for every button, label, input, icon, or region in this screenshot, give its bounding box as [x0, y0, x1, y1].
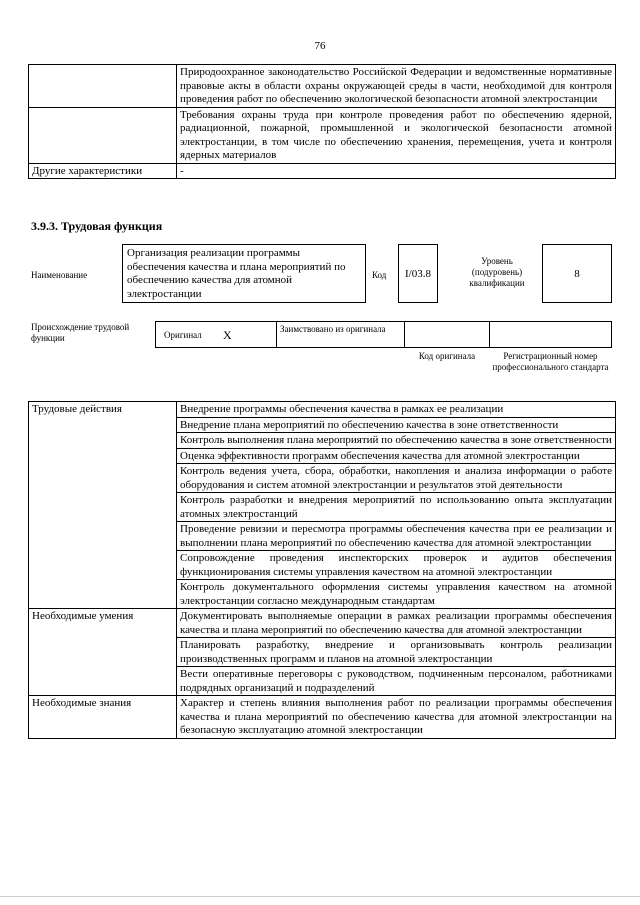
original-cell [155, 321, 277, 348]
original-code-caption: Код оригинала [418, 351, 476, 361]
function-code-box [398, 244, 438, 303]
table-cell-text: Внедрение программы обеспечения качества в рамках ее реализации [177, 402, 616, 418]
table-cell-text: Контроль выполнения плана мероприятий по обеспечению качества в зоне ответственности [177, 433, 616, 449]
registration-number-caption: Регистрационный номер профессионального стандарта [492, 351, 609, 372]
group-label-knowledge: Необходимые знания [29, 696, 177, 739]
qualification-level-box [542, 244, 612, 303]
table-cell-text: Контроль документального оформления системы управления качеством на атомной электростанции согласно международным стандартам [177, 580, 616, 609]
level-label: Уровень (подуровень) квалификации [469, 256, 525, 288]
section-heading: 3.9.3. Трудовая функция [31, 219, 163, 233]
table-cell-text: Природоохранное законодательство Российской Федерации и ведомственные нормативные правовые акты в области охраны окружающей среды в части, необходимой для контроля проведения работ по обеспечению экологической безопасности атомной электростанции [177, 65, 616, 108]
table-row [29, 163, 616, 179]
page-bottom-edge [0, 896, 640, 897]
table-cell-text: Требования охраны труда при контроле проведения работ по обеспечению ядерной, радиационной, пожарной, промышленной и экологической безопасности атомной электростанции, в том числе по обеспечению хранения, перемещения, учета и контроля ядерных материалов [177, 107, 616, 163]
table-row [29, 402, 616, 418]
table-cell-text: Проведение ревизии и пересмотра программы обеспечения качества при ее реализации и выполнении плана мероприятий по обеспечению качества для атомной электростанции [177, 522, 616, 551]
function-name-box: Организация реализации программы обеспечения качества и плана мероприятий по обеспечению качества для атомной электростанции [122, 244, 366, 303]
name-label: Наименование [31, 270, 88, 280]
table-cell-text: Контроль ведения учета, сбора, обработки, накопления и анализа информации о работе оборудования и систем атомной электростанции и результатов этой деятельности [177, 464, 616, 493]
top-table [28, 64, 616, 179]
table-cell-text: Сопровождение проведения инспекторских проверок и аудитов обеспечения функционирования системы управления качеством на атомной электростанции [177, 551, 616, 580]
borrowed-label: Заимствовано из оригинала [280, 324, 386, 334]
table-cell-text: Оценка эффективности программ обеспечения качества для атомной электростанции [177, 448, 616, 464]
borrowed-cell [276, 321, 405, 348]
table-cell-text: Характер и степень влияния выполнения работ по реализации программы обеспечения качества и плана мероприятий по обеспечению качества для атомной электростанции на безопасную эксплуатацию атомной электростанции [177, 696, 616, 739]
table-cell-text: Вести оперативные переговоры с руководством, подчиненным персоналом, работниками подрядных организаций и подразделений [177, 667, 616, 696]
code-label: Код [372, 270, 387, 280]
table-cell-label: Другие характеристики [29, 163, 177, 179]
registration-number-cell [489, 321, 612, 348]
table-cell-text: Внедрение плана мероприятий по обеспечению качества в зоне ответственности [177, 417, 616, 433]
function-code-value: I/03.8 [405, 267, 431, 280]
group-label-labor-actions: Трудовые действия [29, 402, 177, 609]
table-cell-text: Планировать разработку, внедрение и организовывать контроль реализации производственных программ и планов на атомной электростанции [177, 638, 616, 667]
group-label-skills: Необходимые умения [29, 609, 177, 696]
original-mark: X [223, 328, 232, 342]
original-label: Оригинал [164, 330, 202, 340]
table-cell-label [29, 107, 177, 163]
table-row [29, 696, 616, 739]
table-cell-text: Документировать выполняемые операции в рамках реализации программы обеспечения качества и плана мероприятий по обеспечению качества для атомной электростанции [177, 609, 616, 638]
origin-label: Происхождение трудовой функции [31, 322, 130, 343]
table-row [29, 609, 616, 638]
table-row [29, 65, 616, 108]
table-cell-text: Контроль разработки и внедрения мероприятий по использованию опыта эксплуатации атомных электростанций [177, 493, 616, 522]
table-cell-label [29, 65, 177, 108]
qualification-level-value: 8 [574, 267, 580, 280]
original-code-cell [404, 321, 490, 348]
table-cell-text: - [177, 163, 616, 179]
main-table [28, 401, 616, 739]
table-row [29, 107, 616, 163]
page-number: 76 [314, 40, 326, 52]
